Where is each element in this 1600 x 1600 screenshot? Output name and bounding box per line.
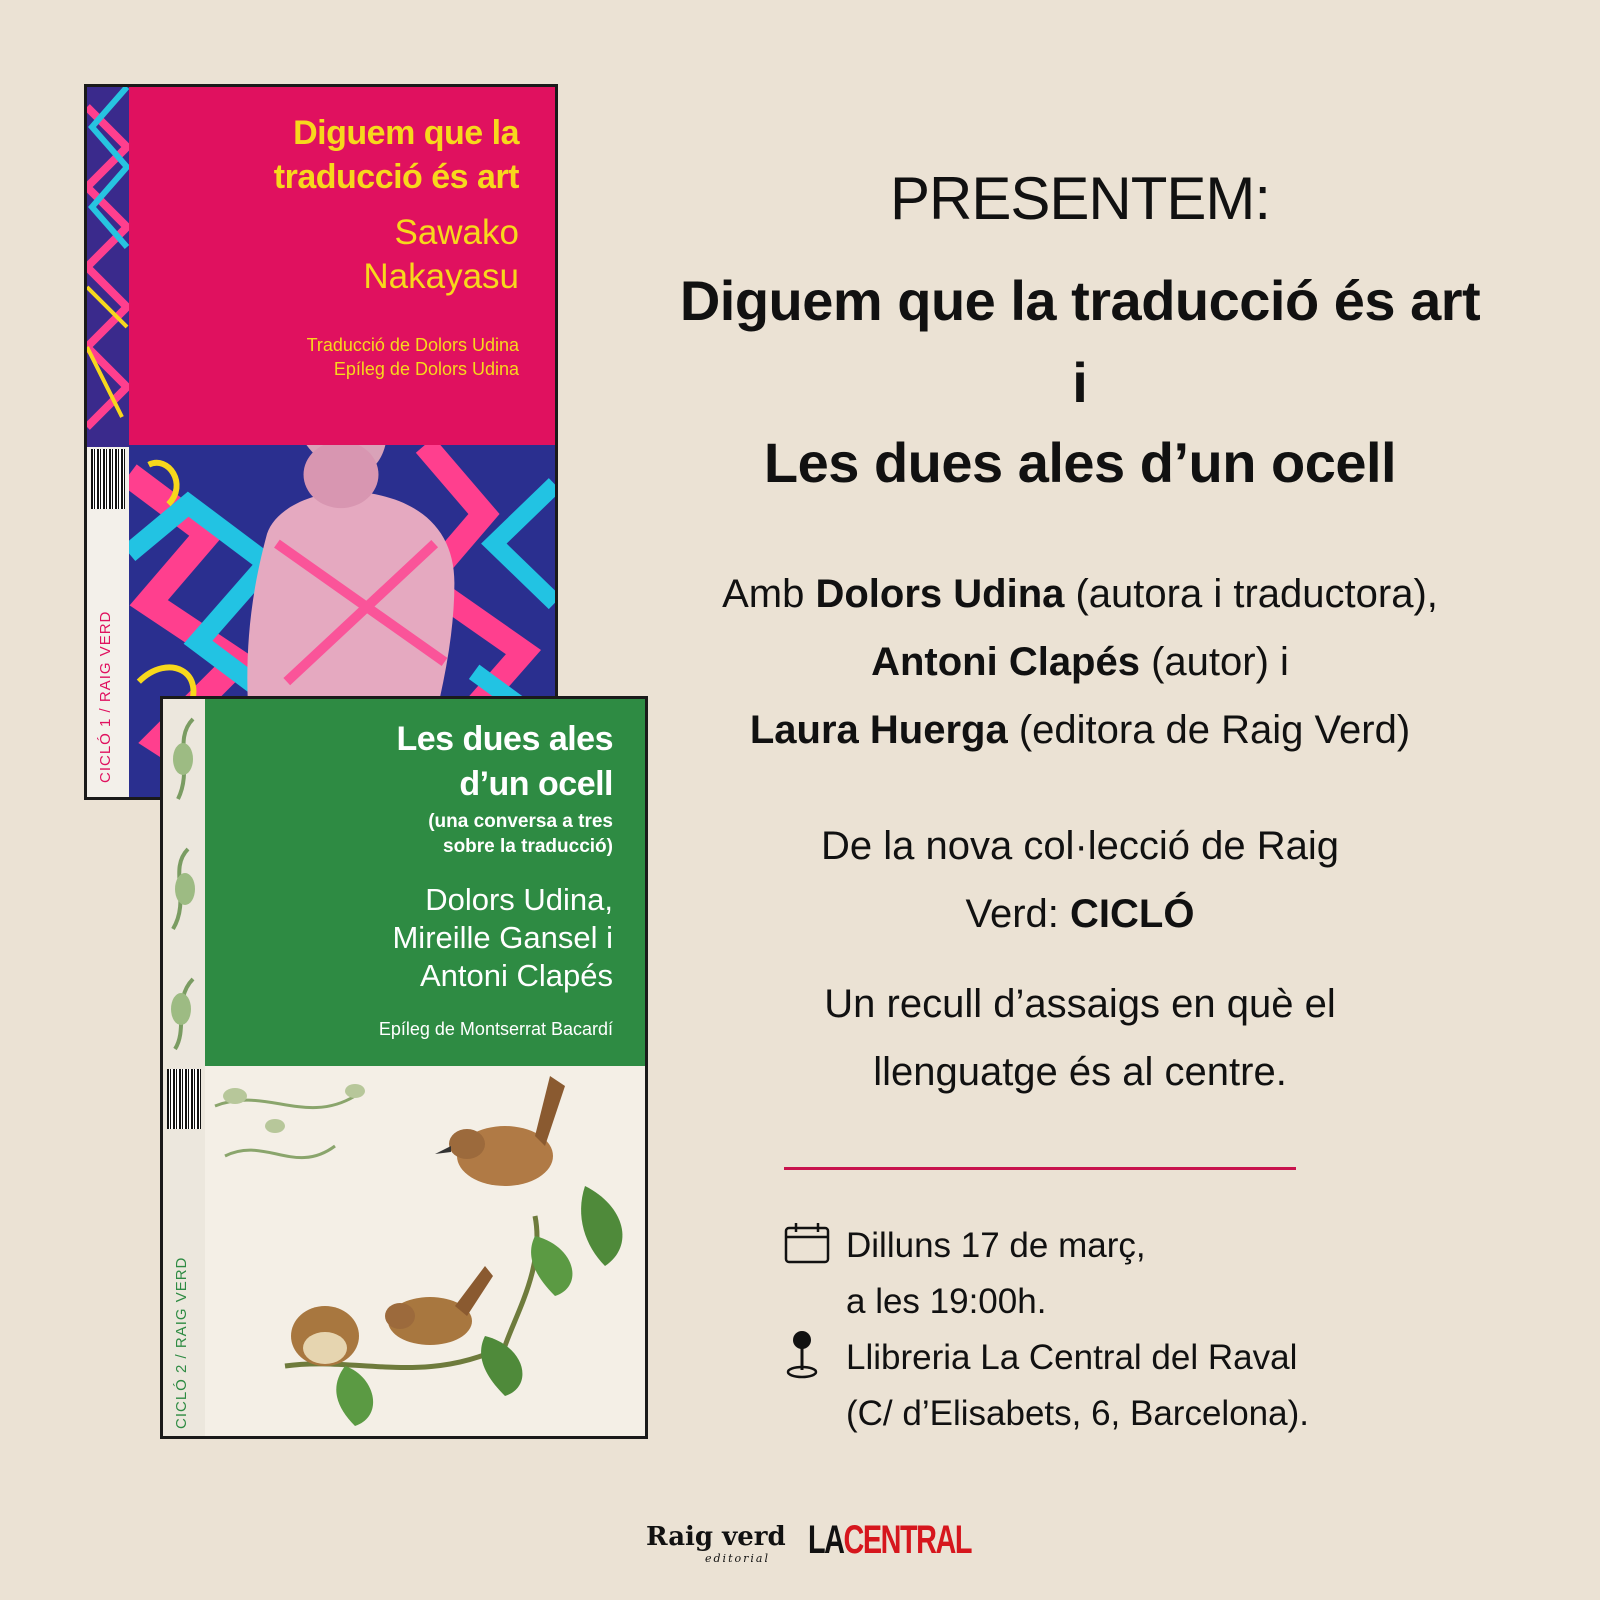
book1-spine-label: CICLÓ 1 / RAIG VERD bbox=[97, 610, 114, 783]
book1-credits bbox=[307, 333, 519, 381]
divider-line bbox=[784, 1167, 1296, 1170]
book1-epilogue: Epíleg de Dolors Udina bbox=[333, 359, 519, 379]
collection-paragraph: De la nova col·lecció de Raig Verd: CICLÓ bbox=[820, 824, 1340, 936]
event-date-line-1: Dilluns 17 de març, bbox=[846, 1226, 1146, 1265]
collection-name: CICLÓ bbox=[1070, 892, 1195, 936]
event-time-line: a les 19:00h. bbox=[846, 1282, 1047, 1321]
book2-subtitle: (una conversa a tres sobre la traducció) bbox=[428, 811, 613, 857]
book-cover-1 bbox=[84, 84, 558, 800]
guests-paragraph: Amb Dolors Udina (autora i traductora), Antoni Clapés (autor) i Laura Huerga (editora de Raig Verd) bbox=[722, 572, 1438, 752]
event-location bbox=[846, 1330, 1309, 1442]
book1-spine bbox=[87, 87, 129, 797]
book2-epilogue: Epíleg de Montserrat Bacardí bbox=[378, 1019, 613, 1039]
calendar-icon bbox=[784, 1222, 830, 1264]
book1-author: Sawako Nakayasu bbox=[363, 213, 519, 296]
event-address: (C/ d’Elisabets, 6, Barcelona). bbox=[846, 1394, 1309, 1433]
headline-title-2: Les dues ales d’un ocell bbox=[763, 431, 1397, 494]
guest-laura-huerga: Laura Huerga bbox=[749, 708, 1008, 752]
event-date bbox=[846, 1218, 1146, 1330]
book1-barcode bbox=[91, 449, 125, 509]
book2-spine-label: CICLÓ 2 / RAIG VERD bbox=[173, 1256, 190, 1429]
book-cover-2 bbox=[160, 696, 648, 1439]
book2-authors: Dolors Udina, Mireille Gansel i Antoni Clapés bbox=[392, 882, 613, 993]
guest-dolors-udina: Dolors Udina bbox=[815, 572, 1065, 616]
raig-verd-logo: Raig verd bbox=[646, 1522, 786, 1552]
headline-title-1: Diguem que la traducció és art bbox=[679, 269, 1481, 332]
book2-spine-leaves-art bbox=[163, 699, 205, 1059]
book1-spine-art bbox=[87, 87, 129, 447]
book2-barcode bbox=[167, 1069, 201, 1129]
event-venue: Llibreria La Central del Raval bbox=[846, 1338, 1298, 1377]
book1-title: Diguem que la traducció és art bbox=[273, 114, 519, 196]
guest-antoni-clapes: Antoni Clapés bbox=[871, 640, 1140, 684]
book1-cover-top bbox=[129, 87, 555, 445]
book1-translation: Traducció de Dolors Udina bbox=[306, 335, 519, 355]
headline-conjunction: i bbox=[1072, 351, 1088, 414]
la-central-logo: LACENTRAL bbox=[808, 1518, 972, 1562]
book2-cover-top bbox=[205, 699, 645, 1066]
book2-title: Les dues ales d’un ocell bbox=[396, 720, 613, 803]
collection-description: Un recull d’assaigs en què el llenguatge és al centre. bbox=[824, 982, 1336, 1094]
map-pin-icon bbox=[784, 1330, 820, 1380]
book2-birds-illustration bbox=[205, 1066, 645, 1436]
presentem-heading: PRESENTEM: bbox=[889, 165, 1271, 232]
raig-verd-logo-subtitle: editorial bbox=[705, 1552, 770, 1565]
book2-spine bbox=[163, 699, 205, 1436]
